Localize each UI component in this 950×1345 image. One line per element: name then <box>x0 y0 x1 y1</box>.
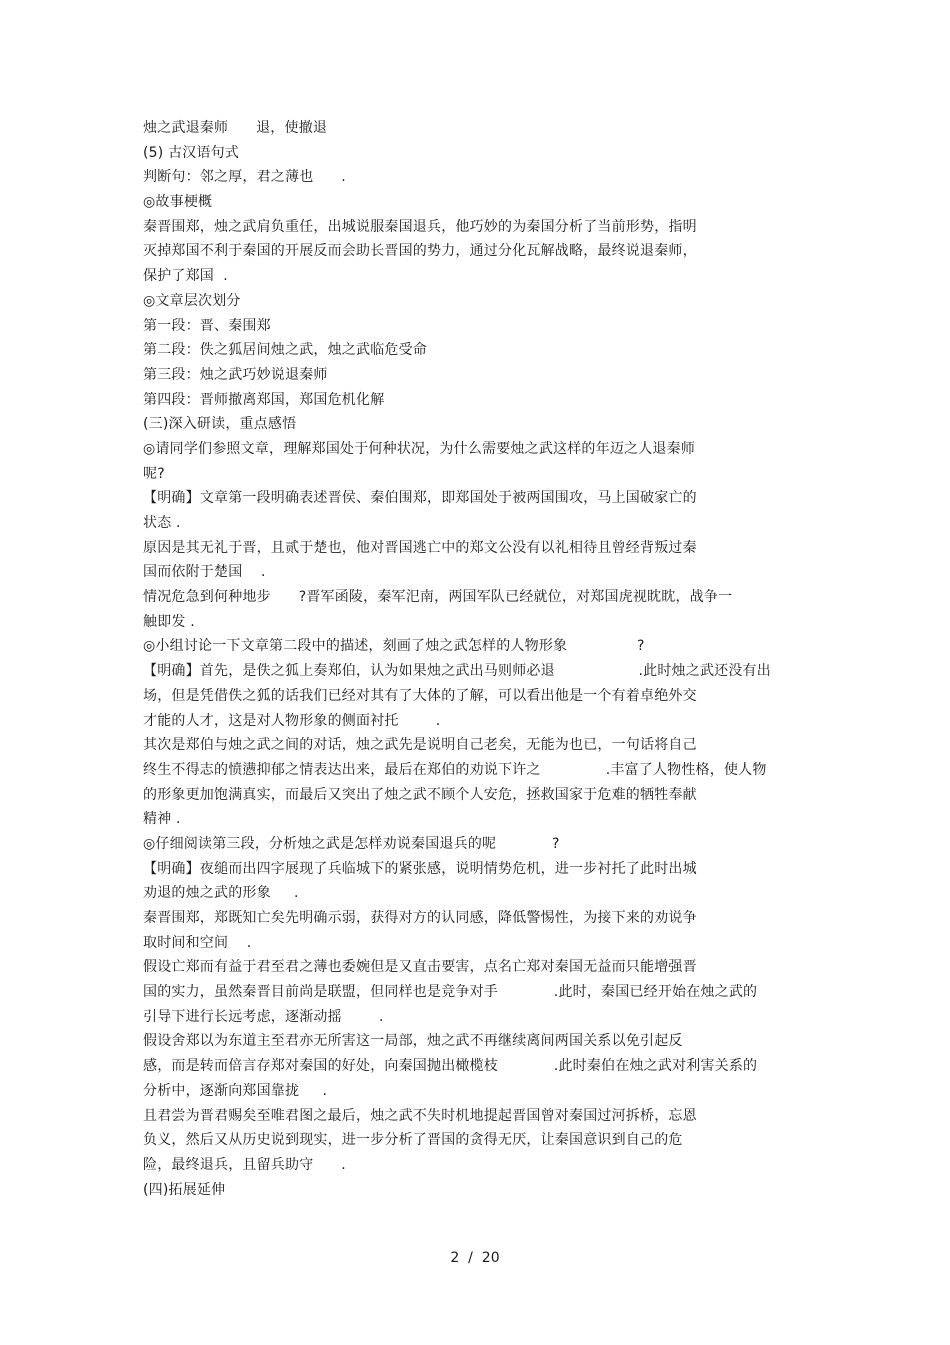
text-line: 判断句：邻之厚，君之薄也 . <box>143 169 346 186</box>
text-line: 情况危急到何种地步 ?晋军函陵，秦军汜南，两国军队已经就位，对郑国虎视眈眈，战争一 <box>143 589 733 606</box>
text-line: 【明确】首先，是佚之狐上奏郑伯，认为如果烛之武出马则师必退 .此时烛之武还没有出 <box>143 663 771 680</box>
text-line: 第四段：晋师撤离郑国，郑国危机化解 <box>143 391 385 408</box>
text-line: 分析中，逐渐向郑国靠拢 . <box>143 1082 328 1099</box>
text-line: 场，但是凭借佚之狐的话我们已经对其有了大体的了解，可以看出他是一个有着卓绝外交 <box>143 687 697 704</box>
text-line: 险，最终退兵，且留兵助守 . <box>143 1156 346 1173</box>
text-line: 国而依附于楚国 . <box>143 564 266 581</box>
text-line: 假设舍郑以为东道主至君亦无所害这一局部，烛之武不再继续离间两国关系以免引起反 <box>143 1033 683 1050</box>
text-line: ◎请同学们参照文章，理解郑国处于何种状况，为什么需要烛之武这样的年迈之人退秦师 <box>143 440 696 457</box>
text-line: 劝退的烛之武的形象 . <box>143 885 299 902</box>
text-line: 原因是其无礼于晋，且贰于楚也，他对晋国逃亡中的郑文公没有以礼相待且曾经背叛过秦 <box>143 539 697 556</box>
text-line: 【明确】文章第一段明确表述晋侯、秦伯围郑，即郑国处于被两国围攻，马上国破家亡的 <box>143 490 697 507</box>
text-line: 终生不得志的愤懑抑郁之情表达出来，最后在郑伯的劝说下许之 .丰富了人物性格，使人物 <box>143 761 767 778</box>
text-line: 呢? <box>143 465 165 482</box>
text-line: 负义，然后又从历史说到现实，进一步分析了晋国的贪得无厌，让秦国意识到自己的危 <box>143 1132 683 1149</box>
text-line: 的形象更加饱满真实，而最后又突出了烛之武不顾个人安危，拯救国家于危难的牺牲奉献 <box>143 786 697 803</box>
text-line: 感，而是转而倍言存郑对秦国的好处，向秦国抛出橄榄枝 .此时秦伯在烛之武对利害关系的 <box>143 1058 758 1075</box>
text-line: 引导下进行长远考虑，逐渐动摇 . <box>143 1008 384 1025</box>
text-line: ◎文章层次划分 <box>143 292 241 309</box>
text-line: 才能的人才，这是对人物形象的侧面衬托 . <box>143 712 441 729</box>
text-line: 触即发 . <box>143 613 195 630</box>
text-line: (5) 古汉语句式 <box>143 144 240 161</box>
page-number: 2 / 20 <box>450 1250 500 1266</box>
text-line: 且君尝为晋君赐矣至唯君图之最后，烛之武不失时机地提起晋国曾对秦国过河拆桥，忘恩 <box>143 1107 697 1124</box>
text-line: ◎仔细阅读第三段，分析烛之武是怎样劝说秦国退兵的呢 ? <box>143 835 560 852</box>
text-line: 第三段：烛之武巧妙说退秦师 <box>143 366 328 383</box>
text-line: 精神 . <box>143 811 181 828</box>
text-line: (三)深入研读，重点感悟 <box>143 416 297 433</box>
text-line: 烛之武退秦师 退，使撤退 <box>143 120 328 136</box>
text-line: ◎小组讨论一下文章第二段中的描述，刻画了烛之武怎样的人物形象 ? <box>143 638 645 655</box>
text-line: 国的实力，虽然秦晋目前尚是联盟，但同样也是竞争对手 .此时，秦国已经开始在烛之武的 <box>143 984 758 1001</box>
text-line: 【明确】夜缒而出四字展现了兵临城下的紧张感，说明情势危机，进一步衬托了此时出城 <box>143 860 697 877</box>
text-line: 保护了郑国 . <box>143 268 228 285</box>
text-line: 假设亡郑而有益于君至君之薄也委婉但是又直击要害，点名亡郑对秦国无益而只能增强晋 <box>143 959 697 976</box>
page-body <box>143 116 803 1202</box>
text-line: 取时间和空间 . <box>143 934 252 951</box>
text-line: 其次是郑伯与烛之武之间的对话，烛之武先是说明自己老矣，无能为也已，一句话将自己 <box>143 737 697 754</box>
text-line: ◎故事梗概 <box>143 194 213 211</box>
text-line: 第二段：佚之狐居间烛之武，烛之武临危受命 <box>143 342 427 359</box>
text-line: 第一段：晋、秦围郑 <box>143 317 271 334</box>
text-line: (四)拓展延伸 <box>143 1181 226 1198</box>
text-line: 秦晋围郑，烛之武肩负重任，出城说服秦国退兵，他巧妙的为秦国分析了当前形势，指明 <box>143 218 697 235</box>
text-line: 灭掉郑国不利于秦国的开展反而会助长晋国的势力，通过分化瓦解战略，最终说退秦师， <box>143 243 697 260</box>
text-line: 状态 . <box>143 515 181 531</box>
text-line: 秦晋围郑，郑既知亡矣先明确示弱，获得对方的认同感，降低警惕性，为接下来的劝说争 <box>143 910 697 926</box>
